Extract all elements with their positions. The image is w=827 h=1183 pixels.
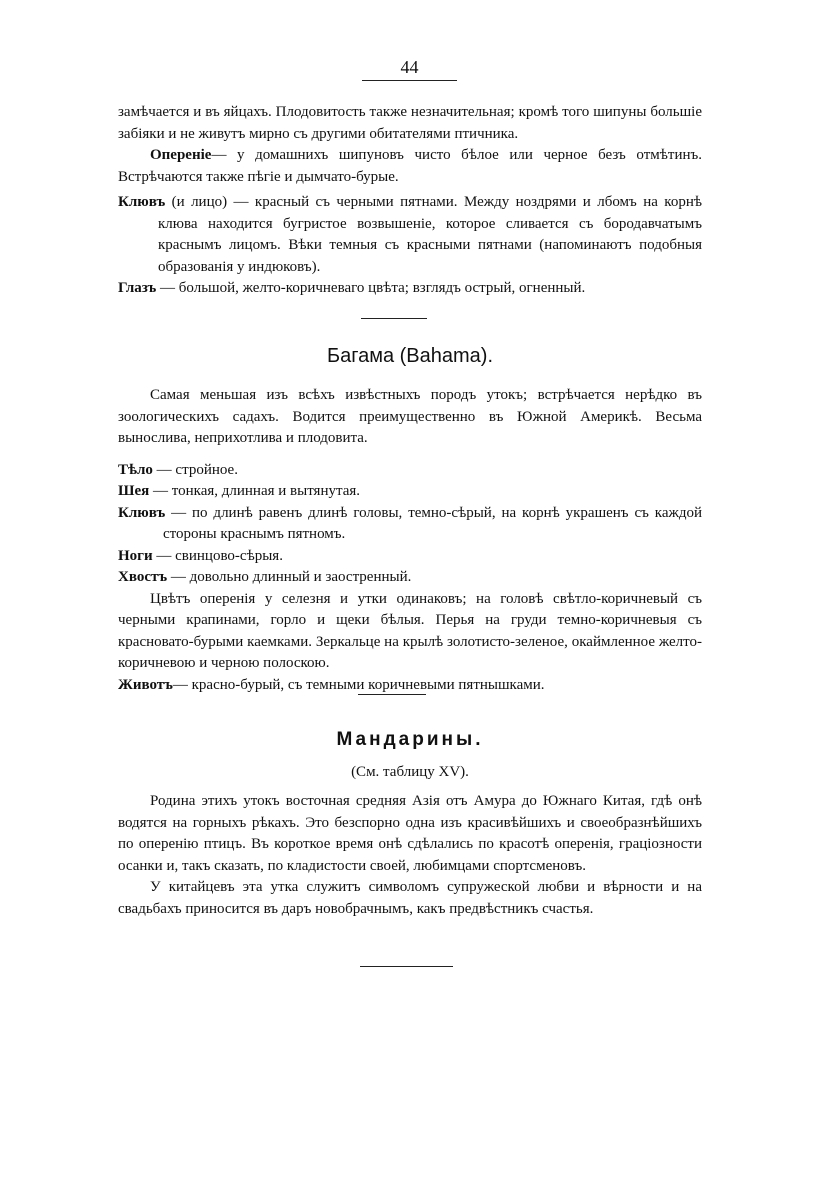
mandarins-paragraph-1: Родина этихъ утокъ восточная средняя Азія отъ Амура до Южнаго Китая, гдѣ онѣ водятся на горныхъ рѣкахъ. Это безспорно одна изъ красивѣйшихъ и своеобразнѣйшихъ по оперенію птицъ. Въ короткое время онѣ сдѣлались по красотѣ оперенія, граціозности осанки и, такъ сказать, по кладистости своей, любимцами спортсменовъ. (118, 793, 702, 874)
section-bahama (118, 385, 702, 696)
neck-text: — тонкая, длинная и вытянутая. (153, 483, 361, 499)
bahama-beak-term: Клювъ (118, 504, 166, 521)
plumage-text: — у домашнихъ шипуновъ чисто бѣлое или черное безъ отмѣтинъ. Встрѣчаются также пѣгіе и дымчато-бурые. (118, 147, 702, 185)
bahama-beak-entry (118, 503, 702, 546)
section-divider (361, 318, 427, 319)
page-number: 44 (362, 56, 457, 81)
legs-term: Ноги (118, 547, 153, 564)
neck-entry (118, 481, 702, 503)
belly-term: Животъ (118, 676, 173, 693)
tail-entry (118, 567, 702, 589)
mandarins-paragraph-2: У китайцевъ эта утка служитъ символомъ супружеской любви и вѣрности и на свадьбахъ приносится въ даръ новобрачнымъ, какъ предвѣстникъ счастья. (118, 879, 702, 917)
color-paragraph: Цвѣтъ оперенія у селезня и утки одинаковъ; на головѣ свѣтло-коричневый съ черными крапинами, горло и щеки бѣлыя. Перья на груди темно-коричневыя съ красновато-бурыми каемками. Зеркальце на крылѣ золотисто-зеленое, окаймленное желто-коричневою и черною полоскою. (118, 590, 702, 671)
body-text: — стройное. (156, 461, 238, 478)
eye-text: — большой, желто-коричневаго цвѣта; взглядъ острый, огненный. (160, 280, 586, 296)
plumage-entry (118, 145, 702, 188)
neck-term: Шея (118, 483, 150, 499)
tail-text: — довольно длинный и заостренный. (170, 569, 412, 585)
belly-text: — красно-бурый, съ темными коричневыми пятнышками. (172, 676, 545, 693)
section-title-mandarins: Мандарины. (336, 729, 484, 750)
section-mandarins (118, 791, 702, 920)
bahama-beak-text: — по длинѣ равенъ длинѣ головы, темно-сѣрый, на корнѣ украшенъ съ каждой стороны краснымъ пятномъ. (163, 504, 702, 542)
tail-term: Хвостъ (118, 569, 168, 585)
eye-term: Глазъ (118, 280, 157, 296)
bahama-intro: Самая меньшая изъ всѣхъ извѣстныхъ породъ утокъ; встрѣчается нерѣдко въ зоологическихъ садахъ. Водится преимущественно въ Южной Америкѣ. Весьма выносливa, неприхотлива и плодовита. (118, 387, 702, 446)
section-divider (358, 694, 426, 695)
beak-text: (и лицо) — красный съ черными пятнами. Между ноздрями и лбомъ на корнѣ клюва находится бугристое возвышеніе, которое сливается съ бородавчатымъ краснымъ лицомъ. Вѣки темныя съ красными пятнами (напоминаютъ подобныя образованія у индюковъ). (158, 194, 702, 275)
beak-entry (118, 192, 702, 278)
section-title-bahama: Багама (Bahama). (326, 345, 494, 367)
legs-text: — свинцово-сѣрыя. (156, 547, 283, 564)
body-entry (118, 460, 702, 482)
table-reference: (См. таблицу XV). (351, 764, 469, 780)
eye-entry (118, 278, 702, 300)
body-term: Тѣло (118, 461, 153, 478)
plumage-term: Опереніе (150, 147, 212, 163)
continuation-paragraph: замѣчается и въ яйцахъ. Плодовитость также незначительная; кромѣ того шипуны большіе забіяки и не живутъ мирно съ другими обитателями птичника. (118, 104, 702, 142)
legs-entry (118, 546, 702, 568)
section-continuation (118, 102, 702, 300)
section-divider (360, 966, 453, 967)
beak-term: Клювъ (118, 194, 166, 210)
belly-entry (118, 675, 702, 697)
